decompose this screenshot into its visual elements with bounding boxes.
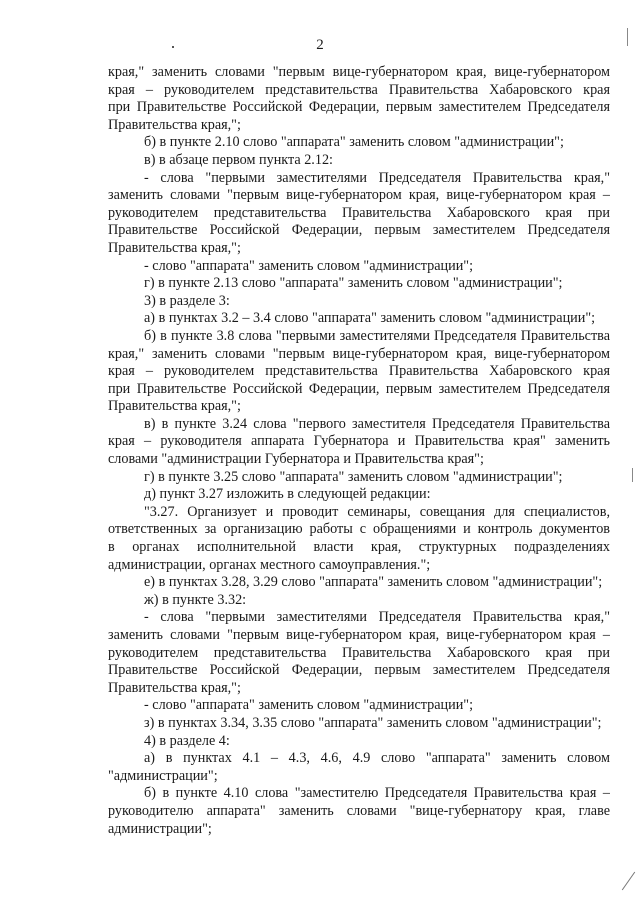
- text-line: г) в пункте 3.25 слово "аппарата" заменить словом "администрации";: [144, 468, 563, 485]
- text-line: д) пункт 3.27 изложить в следующей редакции:: [144, 486, 431, 503]
- text-line: края – руководителя аппарата Губернатора и Правительства края" заменить: [108, 433, 610, 450]
- text-line: - слово "аппарата" заменить словом "администрации";: [144, 697, 474, 714]
- text-line: - слово "аппарата" заменить словом "администрации";: [144, 257, 474, 274]
- text-line: Правительства края,";: [108, 116, 241, 133]
- text-line: Правительства края,";: [108, 398, 241, 415]
- text-line: Правительстве Российской Федерации, первым заместителем Председателя: [108, 662, 610, 679]
- text-line: з) в пунктах 3.34, 3.35 слово "аппарата" заменить словом "администрации";: [144, 714, 602, 731]
- text-line: словами "администрации Губернатора и Правительства края";: [108, 451, 484, 468]
- text-line: в) в абзаце первом пункта 2.12:: [144, 151, 333, 168]
- text-line: руководителем представительства Правительства Хабаровского края при: [108, 204, 610, 221]
- scan-edge-mark: [627, 28, 628, 46]
- text-line: ответственных за организацию работы с обращениями и контроль документов: [108, 521, 610, 538]
- text-line: в) в пункте 3.24 слова "первого заместителя Председателя Правительства: [144, 415, 610, 432]
- text-line: края – руководителем представительства Правительства Хабаровского края: [108, 363, 610, 380]
- page-number: 2: [316, 37, 324, 53]
- text-line: е) в пунктах 3.28, 3.29 слово "аппарата" заменить словом "администрации";: [144, 574, 603, 591]
- text-line: б) в пункте 3.8 слова "первыми заместителями Председателя Правительства: [144, 327, 610, 344]
- text-line: "администрации";: [108, 767, 218, 784]
- text-line: "3.27. Организует и проводит семинары, совещания для специалистов,: [144, 503, 610, 520]
- scan-edge-mark: [632, 468, 633, 482]
- text-line: руководителю аппарата" заменить словами "вице-губернатору края, главе: [108, 802, 610, 819]
- text-line: руководителем представительства Правительства Хабаровского края при: [108, 644, 610, 661]
- text-line: - слова "первыми заместителями Председателя Правительства края,": [144, 609, 610, 626]
- text-line: б) в пункте 2.10 слово "аппарата" заменить словом "администрации";: [144, 134, 564, 151]
- text-line: г) в пункте 2.13 слово "аппарата" заменить словом "администрации";: [144, 275, 563, 292]
- text-line: 4) в разделе 4:: [144, 732, 230, 749]
- text-line: заменить словами "первым вице-губернатором края, вице-губернатором края –: [108, 627, 610, 643]
- text-line: края – руководителем представительства Правительства Хабаровского края: [108, 81, 610, 98]
- document-body: [108, 64, 610, 838]
- text-line: при Правительстве Российской Федерации, первым заместителем Председателя: [108, 380, 610, 397]
- text-line: ж) в пункте 3.32:: [144, 591, 247, 608]
- text-line: администрации, органах местного самоуправления.";: [108, 556, 431, 573]
- text-line: Правительства края,";: [108, 679, 241, 696]
- scan-speck: [172, 46, 174, 48]
- text-line: в органах исполнительной власти края, структурных подразделениях: [108, 539, 610, 556]
- scan-edge-mark: [622, 872, 635, 891]
- text-line: 3) в разделе 3:: [144, 292, 230, 309]
- text-line: при Правительстве Российской Федерации, первым заместителем Председателя: [108, 99, 610, 116]
- text-line: б) в пункте 4.10 слова "заместителю Председателя Правительства края –: [144, 785, 610, 802]
- text-line: - слова "первыми заместителями Председателя Правительства края,": [144, 169, 610, 186]
- text-line: а) в пунктах 4.1 – 4.3, 4.6, 4.9 слово "аппарата" заменить словом: [144, 750, 610, 767]
- text-line: администрации";: [108, 820, 212, 837]
- text-line: а) в пунктах 3.2 – 3.4 слово "аппарата" заменить словом "администрации";: [144, 310, 596, 327]
- text-line: края," заменить словами "первым вице-губернатором края, вице-губернатором: [108, 345, 610, 362]
- text-line: заменить словами "первым вице-губернатором края, вице-губернатором края –: [108, 187, 610, 204]
- text-line: края," заменить словами "первым вице-губернатором края, вице-губернатором: [108, 64, 610, 80]
- text-line: Правительства края,";: [108, 239, 241, 256]
- text-line: Правительстве Российской Федерации, первым заместителем Председателя: [108, 222, 610, 239]
